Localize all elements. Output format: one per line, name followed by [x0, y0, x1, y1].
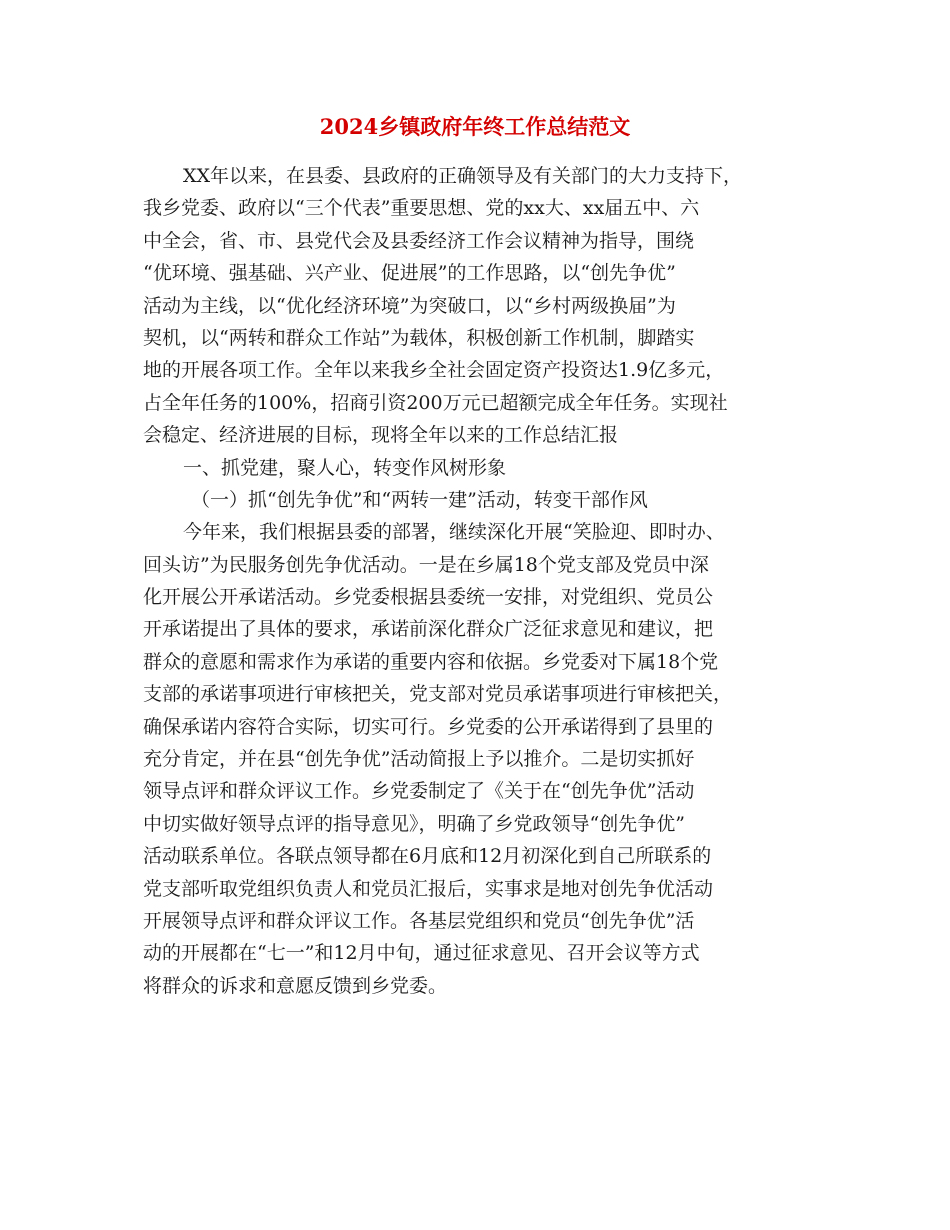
paragraph-line: 回头访”为民服务创先争优活动。一是在乡属18个党支部及党员中深 — [143, 553, 709, 576]
paragraph-line: 动的开展都在“七一”和12月中旬，通过征求意见、召开会议等方式 — [143, 942, 700, 965]
paragraph-line: 占全年任务的100%，招商引资200万元已超额完成全年任务。实现社 — [143, 391, 728, 414]
paragraph-line: 党支部听取党组织负责人和党员汇报后，实事求是地对创先争优活动 — [143, 877, 714, 900]
paragraph-line: 今年来，我们根据县委的部署，继续深化开展“笑脸迎、即时办、 — [183, 521, 725, 544]
paragraph-line: 中全会，省、市、县党代会及县委经济工作会议精神为指导，围绕 — [143, 229, 695, 252]
paragraph-line: 地的开展各项工作。全年以来我乡全社会固定资产投资达1.9亿多元， — [143, 359, 725, 382]
paragraph-line: 契机，以“两转和群众工作站”为载体，积极创新工作机制，脚踏实 — [143, 326, 695, 349]
paragraph-line: XX年以来，在县委、县政府的正确领导及有关部门的大力支持下， — [183, 165, 743, 187]
paragraph-line: 确保承诺内容符合实际，切实可行。乡党委的公开承诺得到了县里的 — [143, 715, 714, 738]
paragraph-line: 我乡党委、政府以“三个代表”重要思想、党的xx大、xx届五中、六 — [143, 197, 700, 220]
section-heading: 一、抓党建，聚人心，转变作风树形象 — [183, 456, 507, 479]
paragraph-line: 中切实做好领导点评的指导意见》，明确了乡党政领导“创先争优” — [143, 812, 685, 835]
paragraph-line: “优环境、强基础、兴产业、促进展”的工作思路，以“创先争优” — [143, 262, 676, 285]
paragraph-line: 活动为主线，以“优化经济环境”为突破口，以“乡村两级换届”为 — [143, 294, 676, 317]
paragraph-line: 领导点评和群众评议工作。乡党委制定了《关于在“创先争优”活动 — [143, 780, 695, 803]
paragraph-line: 支部的承诺事项进行审核把关，党支部对党员承诺事项进行审核把关， — [143, 683, 733, 706]
paragraph-line: 充分肯定，并在县“创先争优”活动简报上予以推介。二是切实抓好 — [143, 748, 695, 771]
paragraph-line: 化开展公开承诺活动。乡党委根据县委统一安排，对党组织、党员公 — [143, 586, 714, 609]
paragraph-line: 将群众的诉求和意愿反馈到乡党委。 — [143, 974, 448, 997]
paragraph-line: 开展领导点评和群众评议工作。各基层党组织和党员“创先争优”活 — [143, 909, 695, 932]
paragraph-line: 群众的意愿和需求作为承诺的重要内容和依据。乡党委对下属18个党 — [143, 650, 719, 673]
paragraph-line: 会稳定、经济进展的目标，现将全年以来的工作总结汇报 — [143, 424, 619, 447]
document-body — [143, 160, 815, 1002]
document-title: 2024乡镇政府年终工作总结范文 — [319, 114, 631, 139]
paragraph-line: 活动联系单位。各联点领导都在6月底和12月初深化到自己所联系的 — [143, 845, 712, 868]
paragraph-line: 开承诺提出了具体的要求，承诺前深化群众广泛征求意见和建议，把 — [143, 618, 714, 641]
subsection-heading: （一）抓“创先争优”和“两转一建”活动，转变干部作风 — [191, 488, 648, 511]
